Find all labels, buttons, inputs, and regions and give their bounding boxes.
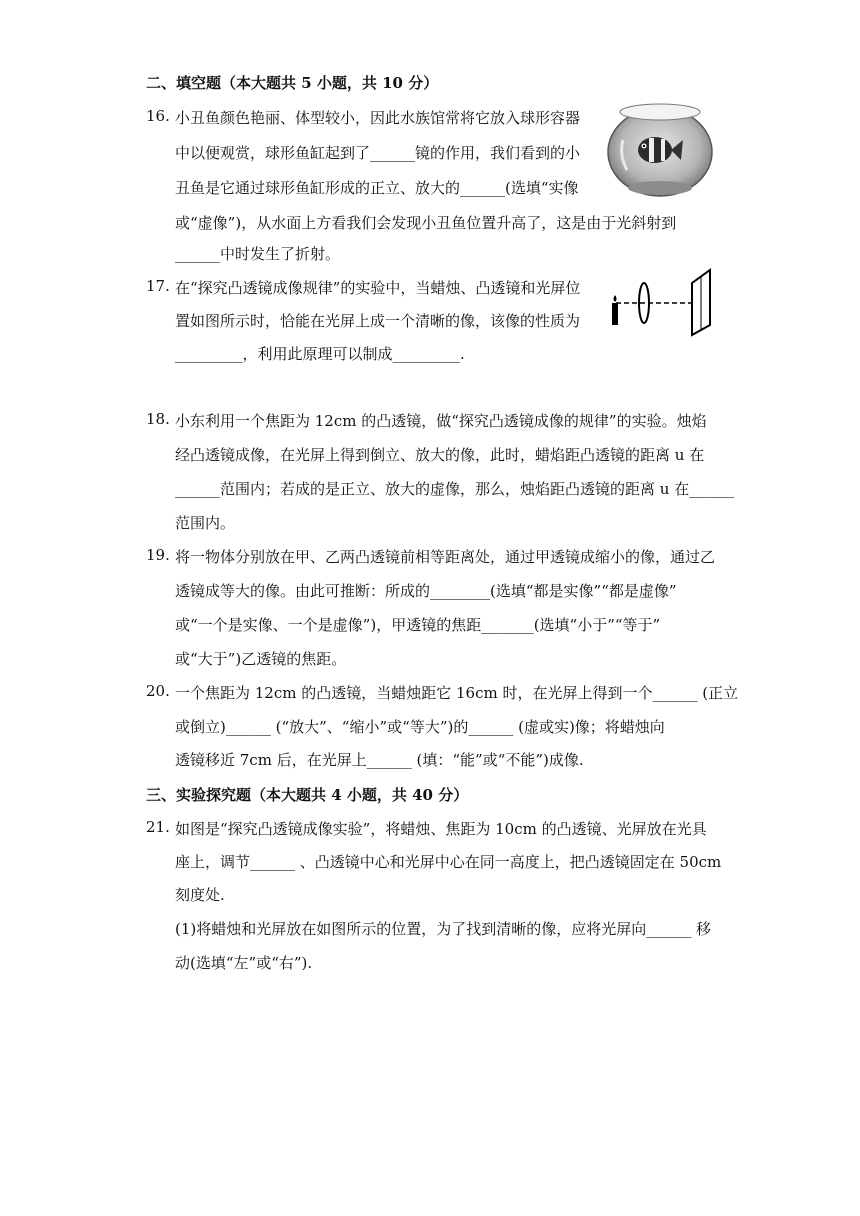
- fishbowl-icon: [605, 100, 715, 198]
- q17-line-2: 置如图所示时，恰能在光屏上成一个清晰的像，该像的性质为: [175, 312, 581, 330]
- section-heading-fill-in: 二、填空题（本大题共 5 小题，共 10 分）: [146, 74, 439, 92]
- question-number-19: 19.: [146, 546, 170, 564]
- q18-line-2: 经凸透镜成像，在光屏上得到倒立、放大的像，此时，蜡焰距凸透镜的距离 u 在: [175, 446, 705, 464]
- q18-line-1: 小东利用一个焦距为 12cm 的凸透镜，做“探究凸透镜成像的规律”的实验。烛焰: [175, 412, 707, 430]
- q17-line-3: _________，利用此原理可以制成_________.: [175, 345, 465, 363]
- question-number-21: 21.: [146, 818, 170, 836]
- q21-subquestion-1-line-2: 动(选填“左”或“右”).: [175, 954, 313, 972]
- q20-line-1: 一个焦距为 12cm 的凸透镜，当蜡烛距它 16cm 时，在光屏上得到一个______ (正立: [175, 684, 739, 702]
- q16-line-3: 丑鱼是它通过球形鱼缸形成的正立、放大的______(选填“实像: [175, 179, 579, 197]
- question-number-17: 17.: [146, 277, 170, 295]
- q17-line-1: 在“探究凸透镜成像规律”的实验中，当蜡烛、凸透镜和光屏位: [175, 279, 581, 297]
- q19-line-4: 或“大于”)乙透镜的焦距。: [175, 650, 347, 668]
- lens-setup-icon: [606, 265, 718, 337]
- q18-line-4: 范围内。: [175, 514, 236, 532]
- q16-line-4: 或“虚像”)，从水面上方看我们会发现小丑鱼位置升高了，这是由于光斜射到: [175, 214, 677, 232]
- q19-line-1: 将一物体分别放在甲、乙两凸透镜前相等距离处，通过甲透镜成缩小的像，通过乙: [175, 548, 716, 566]
- q19-line-2: 透镜成等大的像。由此可推断：所成的________(选填“都是实像”“都是虚像”: [175, 582, 677, 600]
- q19-line-3: 或“一个是实像、一个是虚像”)，甲透镜的焦距_______(选填“小于”“等于”: [175, 616, 661, 634]
- question-number-20: 20.: [146, 682, 170, 700]
- q20-line-3: 透镜移近 7cm 后，在光屏上______ (填：“能”或“不能”)成像.: [175, 751, 584, 769]
- q21-line-1: 如图是“探究凸透镜成像实验”，将蜡烛、焦距为 10cm 的凸透镜、光屏放在光具: [175, 820, 707, 838]
- question-number-18: 18.: [146, 410, 170, 428]
- question-number-16: 16.: [146, 107, 170, 125]
- q16-line-2: 中以便观赏，球形鱼缸起到了______镜的作用，我们看到的小: [175, 144, 581, 162]
- q16-line-1: 小丑鱼颜色艳丽、体型较小，因此水族馆常将它放入球形容器: [175, 109, 581, 127]
- q20-line-2: 或倒立)______ (“放大”、“缩小”或“等大”)的______ (虚或实)像；将蜡烛向: [175, 718, 665, 736]
- q21-line-3: 刻度处.: [175, 886, 225, 904]
- q21-subquestion-1-line-1: (1)将蜡烛和光屏放在如图所示的位置，为了找到清晰的像，应将光屏向______ 移: [175, 920, 712, 938]
- q21-line-2: 座上，调节______ 、凸透镜中心和光屏中心在同一高度上，把凸透镜固定在 50cm: [175, 853, 722, 871]
- q18-line-3: ______范围内；若成的是正立、放大的虚像，那么，烛焰距凸透镜的距离 u 在______: [175, 480, 735, 498]
- q16-line-5: ______中时发生了折射。: [175, 245, 341, 263]
- section-heading-experiment: 三、实验探究题（本大题共 4 小题，共 40 分）: [146, 786, 469, 804]
